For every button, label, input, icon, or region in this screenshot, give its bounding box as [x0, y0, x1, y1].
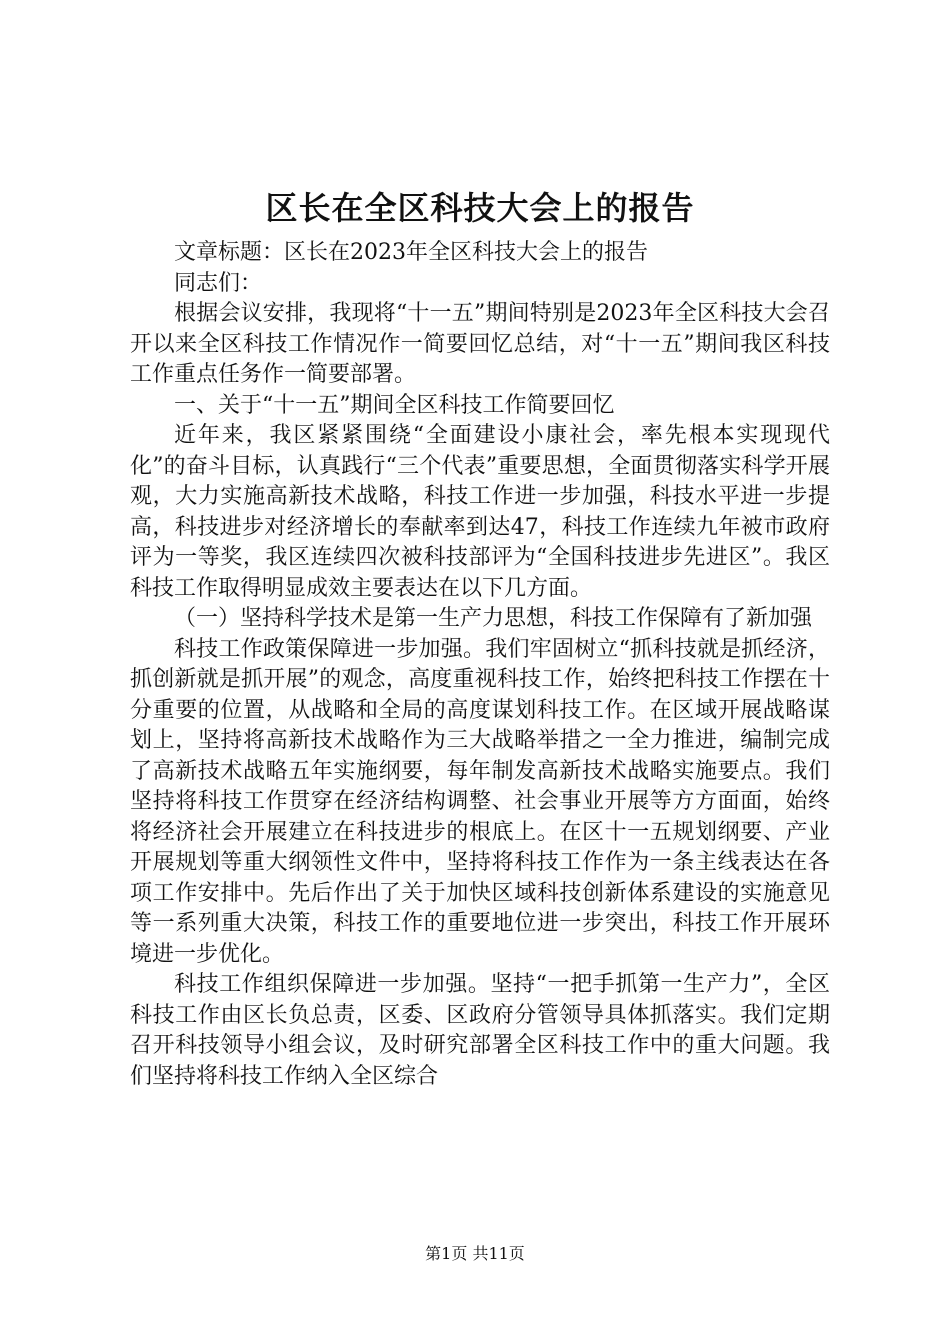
page-number-footer: 第1页 共11页 [425, 1244, 525, 1263]
body-paragraph: 科技工作政策保障进一步加强。我们牢固树立“抓科技就是抓经济，抓创新就是抓开展”的观念，高度重视科技工作，始终把科技工作摆在十分重要的位置，从战略和全局的高度谋划科技工作。在区域开展战略谋划上，坚持将高新技术战略作为三大战略举措之一全力推进，编制完成了高新技术战略五年实施纲要，每年制发高新技术战略实施要点。我们坚持将科技工作贯穿在经济结构调整、社会事业开展等方方面面，始终将经济社会开展建立在科技进步的根底上。在区十一五规划纲要、产业开展规划等重大纲领性文件中，坚持将科技工作作为一条主线表达在各项工作安排中。先后作出了关于加快区域科技创新体系建设的实施意见等一系列重大决策，科技工作的重要地位进一步突出，科技工作开展环境进一步优化。 [130, 636, 830, 967]
body-paragraph: 科技工作组织保障进一步加强。坚持“一把手抓第一生产力”，全区科技工作由区长负总责，区委、区政府分管领导具体抓落实。我们定期召开科技领导小组会议，及时研究部署全区科技工作中的重大问题。我们坚持将科技工作纳入全区综合 [130, 972, 830, 1089]
salutation: 同志们： [174, 270, 263, 296]
document-page [130, 180, 830, 1092]
document-title: 区长在全区科技大会上的报告 [265, 189, 695, 227]
intro-paragraph: 根据会议安排，我现将“十一五”期间特别是2023年全区科技大会召开以来全区科技工作情况作一简要回忆总结，对“十一五”期间我区科技工作重点任务作一简要部署。 [130, 301, 831, 387]
article-title-line: 文章标题：区长在2023年全区科技大会上的报告 [174, 240, 648, 265]
section-heading-1: 一、关于“十一五”期间全区科技工作简要回忆 [174, 392, 615, 418]
subsection-heading-1: （一）坚持科学技术是第一生产力思想，科技工作保障有了新加强 [174, 606, 813, 631]
body-paragraph: 近年来，我区紧紧围绕“全面建设小康社会，率先根本实现现代化”的奋斗目标，认真践行“三个代表”重要思想，全面贯彻落实科学开展观，大力实施高新技术战略，科技工作进一步加强，科技水平进一步提高，科技进步对经济增长的奉献率到达47，科技工作连续九年被市政府评为一等奖，我区连续四次被科技部评为“全国科技进步先进区”。我区科技工作取得明显成效主要表达在以下几方面。 [130, 423, 830, 601]
